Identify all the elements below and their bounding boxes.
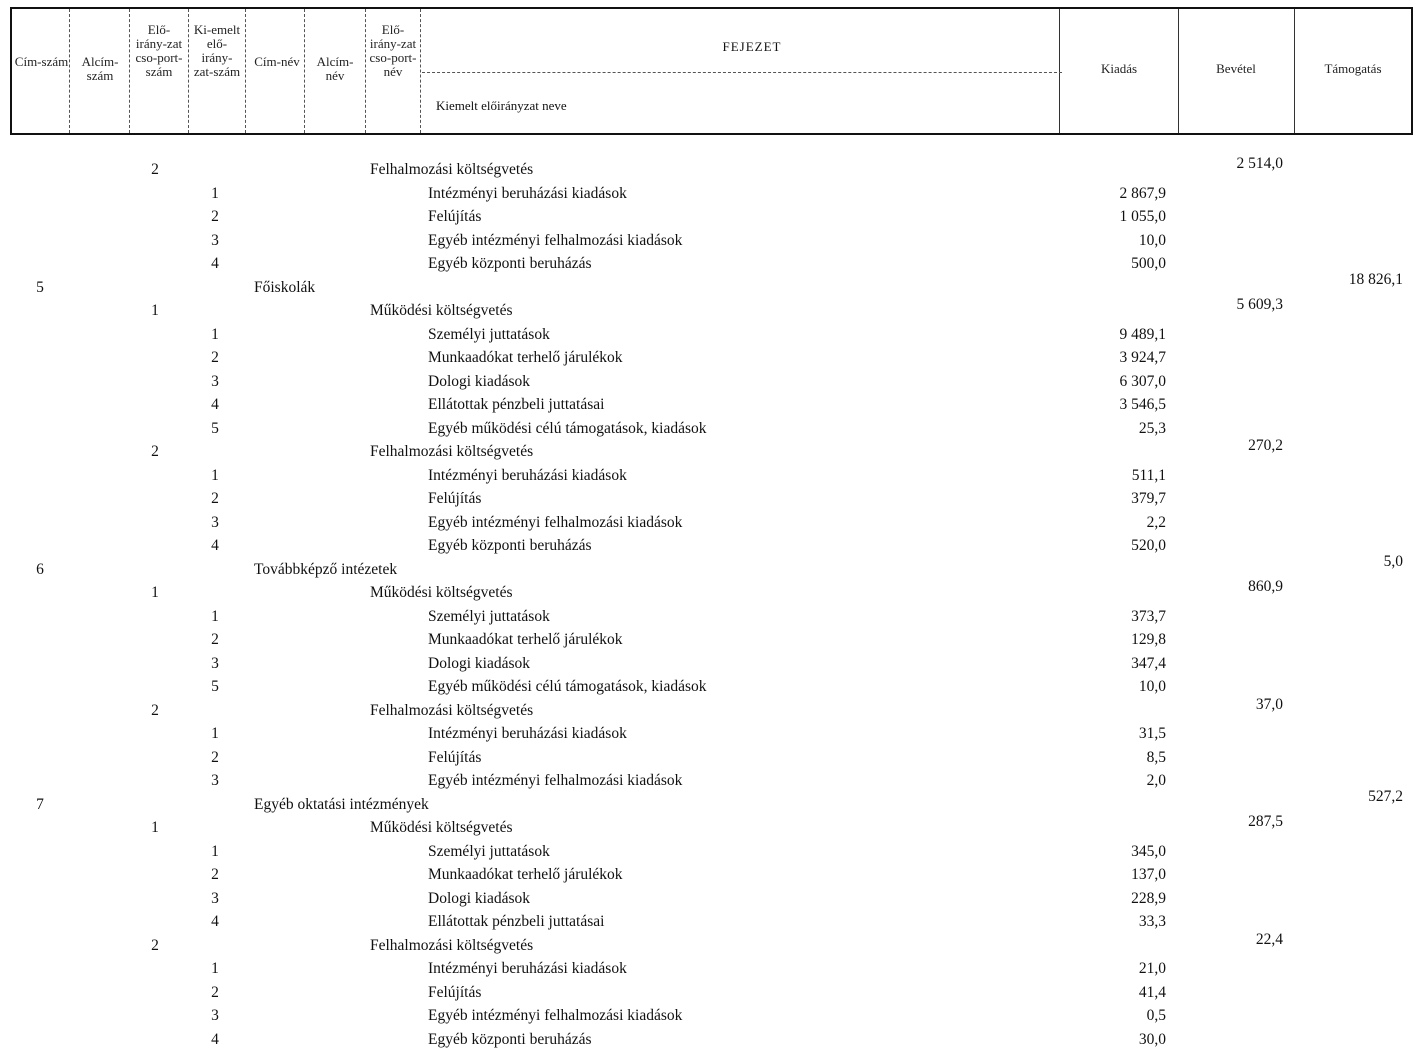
header-alcim-nev: Alcím-név: [316, 54, 354, 83]
kiemelt-eloir-szam: 4: [211, 396, 219, 413]
kiadas-value: 500,0: [1131, 255, 1166, 272]
item-name: Egyéb intézményi felhalmozási kiadások: [428, 231, 683, 249]
table-row: [0, 695, 1423, 722]
eloir-csoport-szam: 1: [151, 584, 159, 601]
item-name: Felhalmozási költségvetés: [370, 701, 534, 719]
bevetel-value: 270,2: [1248, 437, 1283, 454]
kiadas-value: 6 307,0: [1119, 372, 1166, 390]
kiemelt-eloir-szam: 2: [211, 748, 219, 766]
item-name: Felújítás: [428, 748, 482, 766]
item-name: Felhalmozási költségvetés: [370, 936, 534, 954]
kiemelt-eloir-szam: 2: [211, 983, 219, 1001]
table-row: [0, 552, 1423, 581]
table-row: [0, 371, 1423, 393]
item-name: Egyéb intézményi felhalmozási kiadások: [428, 772, 683, 789]
kiadas-value: 228,9: [1131, 889, 1166, 907]
kiadas-value: 2 867,9: [1119, 184, 1166, 202]
item-name: Dologi kiadások: [428, 889, 531, 907]
bevetel-value: 2 514,0: [1236, 155, 1283, 172]
cim-szam: 7: [36, 795, 44, 813]
table-row: [0, 206, 1423, 228]
kiadas-value: 137,0: [1131, 866, 1166, 883]
item-name: Intézményi beruházási kiadások: [428, 184, 627, 202]
eloir-csoport-szam: 2: [151, 443, 159, 460]
cim-szam: 5: [36, 278, 44, 296]
kiadas-value: 0,5: [1146, 1007, 1166, 1024]
eloir-csoport-szam: 1: [151, 302, 159, 319]
table-row: [0, 676, 1423, 698]
kiemelt-eloir-szam: 2: [211, 490, 219, 507]
table-row: [0, 512, 1423, 534]
eloir-csoport-szam: 2: [151, 936, 159, 954]
item-name: Felhalmozási költségvetés: [370, 161, 534, 178]
kiemelt-eloir-szam: 2: [211, 631, 219, 648]
table-row: [0, 155, 1423, 181]
item-name: Személyi juttatások: [428, 325, 550, 343]
kiadas-value: 345,0: [1131, 842, 1166, 860]
kiadas-value: 129,8: [1131, 631, 1166, 648]
table-row: [0, 723, 1423, 745]
table-row: [0, 930, 1423, 957]
kiadas-value: 347,4: [1131, 654, 1166, 672]
item-name: Személyi juttatások: [428, 842, 550, 860]
kiadas-value: 10,0: [1138, 231, 1166, 249]
table-row: [0, 813, 1423, 839]
kiadas-value: 30,0: [1138, 1030, 1166, 1048]
header-fejezet: FEJEZET: [722, 39, 782, 54]
table-row: [0, 183, 1423, 205]
header-tamogatas: Támogatás: [1324, 61, 1382, 76]
table-row: [0, 864, 1423, 886]
kiadas-value: 511,1: [1131, 466, 1166, 484]
item-name: Intézményi beruházási kiadások: [428, 960, 627, 977]
item-name: Egyéb intézményi felhalmozási kiadások: [428, 513, 683, 531]
table-row: [0, 958, 1423, 980]
eloir-csoport-szam: 2: [151, 701, 159, 719]
table-row: [0, 230, 1423, 252]
kiadas-value: 25,3: [1138, 419, 1166, 437]
item-name: Munkaadókat terhelő járulékok: [428, 866, 623, 883]
item-name: Ellátottak pénzbeli juttatásai: [428, 913, 605, 930]
item-name: Ellátottak pénzbeli juttatásai: [428, 396, 605, 413]
kiadas-value: 1 055,0: [1119, 208, 1166, 225]
header-kiemelt-nev: Kiemelt előirányzat neve: [436, 98, 567, 113]
item-name: Egyéb működési célú támogatások, kiadások: [428, 419, 707, 437]
item-name: Főiskolák: [254, 278, 316, 296]
kiadas-value: 9 489,1: [1119, 325, 1166, 343]
table-row: [0, 888, 1423, 910]
kiemelt-eloir-szam: 4: [211, 913, 219, 930]
kiemelt-eloir-szam: 1: [211, 607, 219, 625]
kiadas-value: 8,5: [1146, 748, 1166, 766]
kiemelt-eloir-szam: 3: [211, 231, 219, 249]
item-name: Felújítás: [428, 208, 482, 225]
header-cim-szam: Cím-szám: [14, 54, 69, 69]
table-row: [0, 394, 1423, 416]
table-row: [0, 841, 1423, 863]
kiadas-value: 520,0: [1131, 537, 1166, 554]
kiemelt-eloir-szam: 3: [211, 372, 219, 390]
table-row: [0, 535, 1423, 557]
kiemelt-eloir-szam: 5: [211, 678, 219, 695]
kiadas-value: 33,3: [1138, 913, 1166, 930]
kiemelt-eloir-szam: 2: [211, 349, 219, 366]
kiadas-value: 2,2: [1146, 513, 1166, 531]
kiemelt-eloir-szam: 3: [211, 654, 219, 672]
kiemelt-eloir-szam: 2: [211, 866, 219, 883]
kiemelt-eloir-szam: 2: [211, 208, 219, 225]
kiemelt-eloir-szam: 3: [211, 513, 219, 531]
table-row: [0, 418, 1423, 440]
kiemelt-eloir-szam: 3: [211, 889, 219, 907]
item-name: Egyéb központi beruházás: [428, 255, 592, 272]
table-row: [0, 253, 1423, 275]
table-row: [0, 465, 1423, 487]
bevetel-value: 5 609,3: [1236, 296, 1283, 313]
header-cim-nev: Cím-név: [254, 54, 300, 69]
header-eloir-csoport-nev: Elő-irány-zat cso-port-név: [369, 22, 417, 79]
kiadas-value: 21,0: [1138, 960, 1166, 977]
table-row: [0, 911, 1423, 933]
kiemelt-eloir-szam: 3: [211, 1007, 219, 1024]
table-row: [0, 488, 1423, 510]
kiemelt-eloir-szam: 3: [211, 772, 219, 789]
table-row: [0, 606, 1423, 628]
table-row: [0, 347, 1423, 369]
eloir-csoport-szam: 2: [151, 161, 159, 178]
kiadas-value: 3 924,7: [1119, 349, 1166, 366]
table-row: [0, 770, 1423, 792]
item-name: Felhalmozási költségvetés: [370, 443, 534, 460]
kiadas-value: 41,4: [1138, 983, 1166, 1001]
header-bevetel: Bevétel: [1216, 61, 1256, 76]
table-row: [0, 270, 1423, 299]
item-name: Felújítás: [428, 490, 482, 507]
cim-szam: 6: [36, 560, 44, 578]
eloir-csoport-szam: 1: [151, 819, 159, 836]
item-name: Egyéb központi beruházás: [428, 537, 592, 554]
table-row: [0, 296, 1423, 322]
item-name: Működési költségvetés: [370, 584, 513, 601]
item-name: Egyéb működési célú támogatások, kiadások: [428, 678, 707, 695]
table-row: [0, 787, 1423, 816]
header-eloir-csoport-szam: Elő-irány-zat cso-port-szám: [135, 22, 183, 79]
table-header: [10, 7, 1413, 135]
kiemelt-eloir-szam: 4: [211, 255, 219, 272]
table-row: [0, 1029, 1423, 1051]
kiemelt-eloir-szam: 1: [211, 325, 219, 343]
item-name: Intézményi beruházási kiadások: [428, 725, 627, 742]
table-row: [0, 653, 1423, 675]
kiemelt-eloir-szam: 4: [211, 1030, 219, 1048]
header-kiadas: Kiadás: [1100, 61, 1138, 76]
kiadas-value: 10,0: [1138, 678, 1166, 695]
kiadas-value: 31,5: [1138, 725, 1166, 742]
item-name: Egyéb oktatási intézmények: [254, 795, 429, 813]
kiadas-value: 2,0: [1146, 772, 1166, 789]
bevetel-value: 860,9: [1248, 578, 1283, 595]
table-row: [0, 437, 1423, 463]
table-row: [0, 578, 1423, 604]
kiemelt-eloir-szam: 1: [211, 184, 219, 202]
item-name: Működési költségvetés: [370, 302, 513, 319]
item-name: Dologi kiadások: [428, 654, 531, 672]
item-name: Dologi kiadások: [428, 372, 531, 390]
kiemelt-eloir-szam: 4: [211, 537, 219, 554]
kiadas-value: 379,7: [1131, 490, 1166, 507]
item-name: Munkaadókat terhelő járulékok: [428, 631, 623, 648]
table-row: [0, 982, 1423, 1004]
item-name: Felújítás: [428, 983, 482, 1001]
kiemelt-eloir-szam: 1: [211, 725, 219, 742]
tamogatas-value: 5,0: [1383, 552, 1403, 570]
item-name: Személyi juttatások: [428, 607, 550, 625]
bevetel-value: 37,0: [1255, 695, 1283, 713]
tamogatas-value: 527,2: [1368, 787, 1403, 805]
table-row: [0, 1005, 1423, 1027]
table-row: [0, 324, 1423, 346]
kiemelt-eloir-szam: 1: [211, 842, 219, 860]
bevetel-value: 287,5: [1248, 813, 1283, 830]
header-kiemelt-eloir-szam: Ki-emelt elő-irány-zat-szám: [193, 22, 241, 79]
item-name: Működési költségvetés: [370, 819, 513, 836]
item-name: Egyéb intézményi felhalmozási kiadások: [428, 1007, 683, 1024]
kiadas-value: 373,7: [1131, 607, 1166, 625]
table-row: [0, 629, 1423, 651]
item-name: Egyéb központi beruházás: [428, 1030, 592, 1048]
table-row: [0, 747, 1423, 769]
kiadas-value: 3 546,5: [1119, 396, 1166, 413]
item-name: Továbbképző intézetek: [254, 560, 398, 578]
kiemelt-eloir-szam: 1: [211, 960, 219, 977]
item-name: Intézményi beruházási kiadások: [428, 466, 627, 484]
item-name: Munkaadókat terhelő járulékok: [428, 349, 623, 366]
kiemelt-eloir-szam: 1: [211, 466, 219, 484]
kiemelt-eloir-szam: 5: [211, 419, 219, 437]
tamogatas-value: 18 826,1: [1348, 270, 1403, 288]
bevetel-value: 22,4: [1255, 930, 1283, 948]
header-alcim-szam: Alcím-szám: [81, 54, 119, 83]
